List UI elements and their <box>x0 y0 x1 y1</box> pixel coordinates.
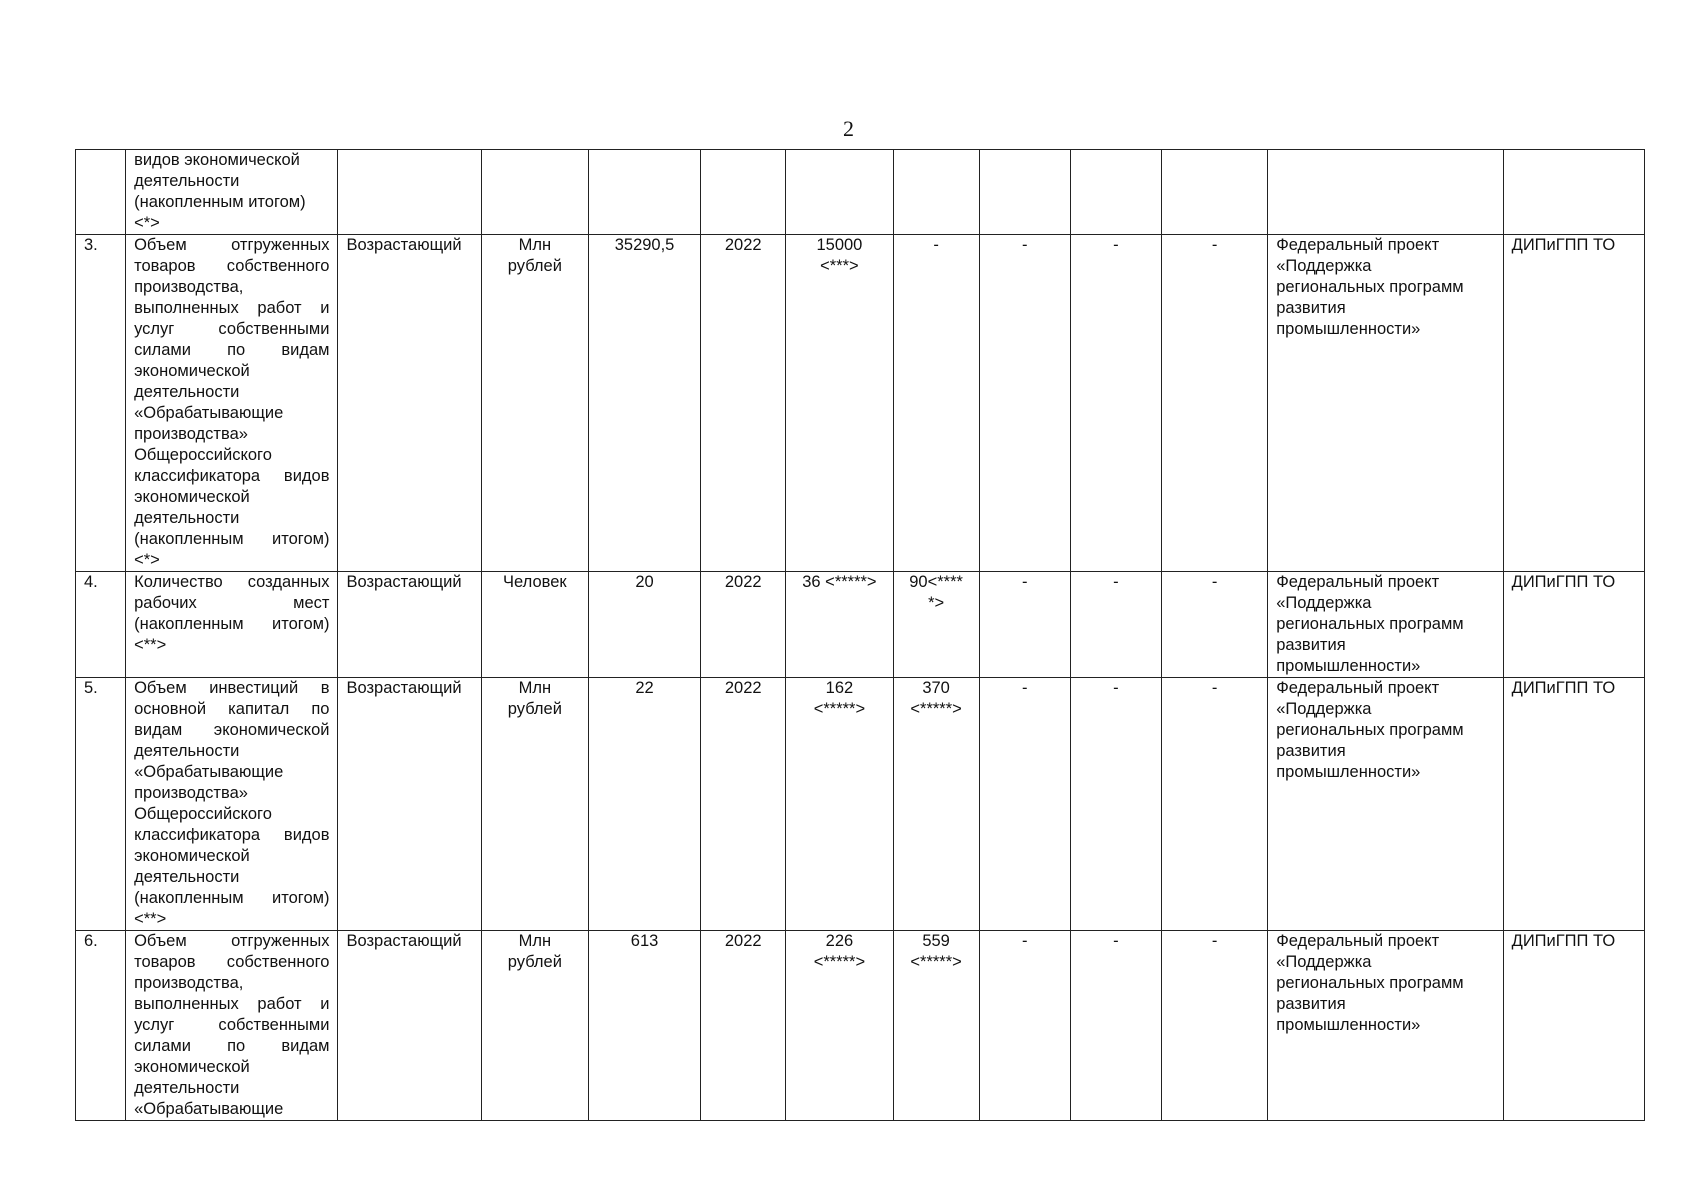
project-line: Федеральный проект <box>1276 679 1440 697</box>
project-line: промышленности» <box>1276 763 1421 781</box>
indicator-name-line: Объем инвестиций в основной капитал по видам экономической деятельности «Обрабатывающие производства» Общероссийского классификатора видов экономической деятельности (накопленным итогом) <**> <box>134 679 330 928</box>
year-2-line: <*****> <box>910 700 962 718</box>
base-value-cell: 613 <box>588 931 700 1121</box>
base-year-cell: 2022 <box>701 235 786 572</box>
row-number-cell: 3. <box>76 235 126 572</box>
project-line: «Поддержка <box>1276 594 1372 612</box>
year-3-cell <box>979 150 1070 235</box>
year-1-line: 36 <*****> <box>802 573 877 591</box>
project-line: развития <box>1276 995 1346 1013</box>
project-line: промышленности» <box>1276 1016 1421 1034</box>
year-3-cell: - <box>979 572 1070 678</box>
year-1-cell <box>786 931 893 1121</box>
base-year-cell <box>701 150 786 235</box>
table-row <box>76 235 1645 572</box>
year-2-cell <box>893 572 979 678</box>
indicators-table <box>75 149 1645 1121</box>
base-year-cell: 2022 <box>701 678 786 931</box>
indicator-name-cell <box>126 150 338 235</box>
responsible-cell: ДИПиГПП ТО <box>1503 235 1644 572</box>
project-cell <box>1268 150 1503 235</box>
project-line: Федеральный проект <box>1276 573 1440 591</box>
project-cell <box>1268 235 1503 572</box>
project-cell <box>1268 931 1503 1121</box>
unit-line: Человек <box>503 573 567 591</box>
year-2-cell <box>893 678 979 931</box>
base-value-cell: 22 <box>588 678 700 931</box>
unit-line: рублей <box>507 700 562 718</box>
project-line: региональных программ <box>1276 974 1464 992</box>
indicator-name-cell <box>126 678 338 931</box>
trend-cell <box>338 150 481 235</box>
project-line: Федеральный проект <box>1276 932 1440 950</box>
project-line: региональных программ <box>1276 721 1464 739</box>
project-line: региональных программ <box>1276 278 1464 296</box>
trend-cell: Возрастающий <box>338 572 481 678</box>
year-3-cell: - <box>979 678 1070 931</box>
year-3-cell: - <box>979 931 1070 1121</box>
base-value-cell: 20 <box>588 572 700 678</box>
unit-line: рублей <box>507 257 562 275</box>
year-4-cell <box>1070 150 1161 235</box>
row-number-cell: 6. <box>76 931 126 1121</box>
row-number-cell: 5. <box>76 678 126 931</box>
unit-cell <box>481 931 588 1121</box>
trend-cell: Возрастающий <box>338 678 481 931</box>
year-2-line: 90<**** <box>909 573 963 591</box>
base-year-cell: 2022 <box>701 572 786 678</box>
year-1-cell <box>786 235 893 572</box>
responsible-cell: ДИПиГПП ТО <box>1503 572 1644 678</box>
year-5-cell: - <box>1162 678 1268 931</box>
year-1-cell <box>786 572 893 678</box>
project-line: развития <box>1276 742 1346 760</box>
indicator-name-line: (накопленным итогом) <box>134 193 306 211</box>
project-line: «Поддержка <box>1276 700 1372 718</box>
unit-line: Млн <box>518 932 552 950</box>
year-2-line: 559 <box>922 932 950 950</box>
year-2-line: 370 <box>922 679 950 697</box>
year-5-cell: - <box>1162 931 1268 1121</box>
year-2-cell <box>893 235 979 572</box>
trend-cell: Возрастающий <box>338 235 481 572</box>
unit-cell <box>481 235 588 572</box>
project-line: Федеральный проект <box>1276 236 1440 254</box>
year-4-cell: - <box>1070 235 1161 572</box>
year-4-cell: - <box>1070 572 1161 678</box>
unit-cell <box>481 150 588 235</box>
project-line: промышленности» <box>1276 320 1421 338</box>
year-1-line: <*****> <box>813 953 866 971</box>
indicator-name-line: <*> <box>134 214 160 232</box>
year-2-line: <*****> <box>910 953 962 971</box>
indicator-name-line: видов экономической <box>134 151 300 169</box>
project-line: промышленности» <box>1276 657 1421 675</box>
unit-cell <box>481 678 588 931</box>
responsible-cell <box>1503 150 1644 235</box>
project-line: развития <box>1276 299 1346 317</box>
year-1-line: <***> <box>820 257 859 275</box>
unit-line: Млн <box>518 236 552 254</box>
year-1-line: 226 <box>825 932 854 950</box>
row-number-cell: 4. <box>76 572 126 678</box>
year-2-cell <box>893 150 979 235</box>
year-4-cell: - <box>1070 931 1161 1121</box>
project-line: «Поддержка <box>1276 257 1372 275</box>
project-line: региональных программ <box>1276 615 1464 633</box>
unit-cell <box>481 572 588 678</box>
year-2-cell <box>893 931 979 1121</box>
year-1-line: 162 <box>825 679 854 697</box>
indicator-name-line: Объем отгруженных товаров собственного производства, выполненных работ и услуг собственными силами по видам экономической деятельности «Обрабатывающие <box>134 932 330 1118</box>
year-4-cell: - <box>1070 678 1161 931</box>
table-row <box>76 678 1645 931</box>
base-value-cell <box>588 150 700 235</box>
base-year-cell: 2022 <box>701 931 786 1121</box>
indicator-name-cell <box>126 235 338 572</box>
indicator-name-cell <box>126 931 338 1121</box>
year-5-cell: - <box>1162 235 1268 572</box>
table-row <box>76 572 1645 678</box>
base-value-cell: 35290,5 <box>588 235 700 572</box>
year-1-line: <*****> <box>813 700 866 718</box>
year-1-line: 15000 <box>816 236 863 254</box>
year-2-line: *> <box>928 594 945 612</box>
unit-line: рублей <box>507 953 562 971</box>
project-cell <box>1268 572 1503 678</box>
table-row <box>76 150 1645 235</box>
indicator-name-cell <box>126 572 338 678</box>
unit-line: Млн <box>518 679 552 697</box>
indicator-name-line: Количество созданных рабочих мест (накопленным итогом)<**> <box>134 573 330 654</box>
page-number: 2 <box>843 116 854 141</box>
table-row <box>76 931 1645 1121</box>
year-1-cell <box>786 678 893 931</box>
year-1-cell <box>786 150 893 235</box>
table-body <box>76 150 1645 1121</box>
indicator-name-line: Объем отгруженных товаров собственного производства, выполненных работ и услуг собственными силами по видам экономической деятельности «Обрабатывающие производства» Общероссийского классификатора видов экономической деятельности (накопленным итогом) <*> <box>134 236 330 569</box>
year-5-cell: - <box>1162 572 1268 678</box>
project-cell <box>1268 678 1503 931</box>
year-3-cell: - <box>979 235 1070 572</box>
row-number-cell <box>76 150 126 235</box>
trend-cell: Возрастающий <box>338 931 481 1121</box>
responsible-cell: ДИПиГПП ТО <box>1503 678 1644 931</box>
project-line: развития <box>1276 636 1346 654</box>
project-line: «Поддержка <box>1276 953 1372 971</box>
year-5-cell <box>1162 150 1268 235</box>
year-2-line: - <box>933 236 939 254</box>
indicator-name-line: деятельности <box>134 172 240 190</box>
responsible-cell: ДИПиГПП ТО <box>1503 931 1644 1121</box>
